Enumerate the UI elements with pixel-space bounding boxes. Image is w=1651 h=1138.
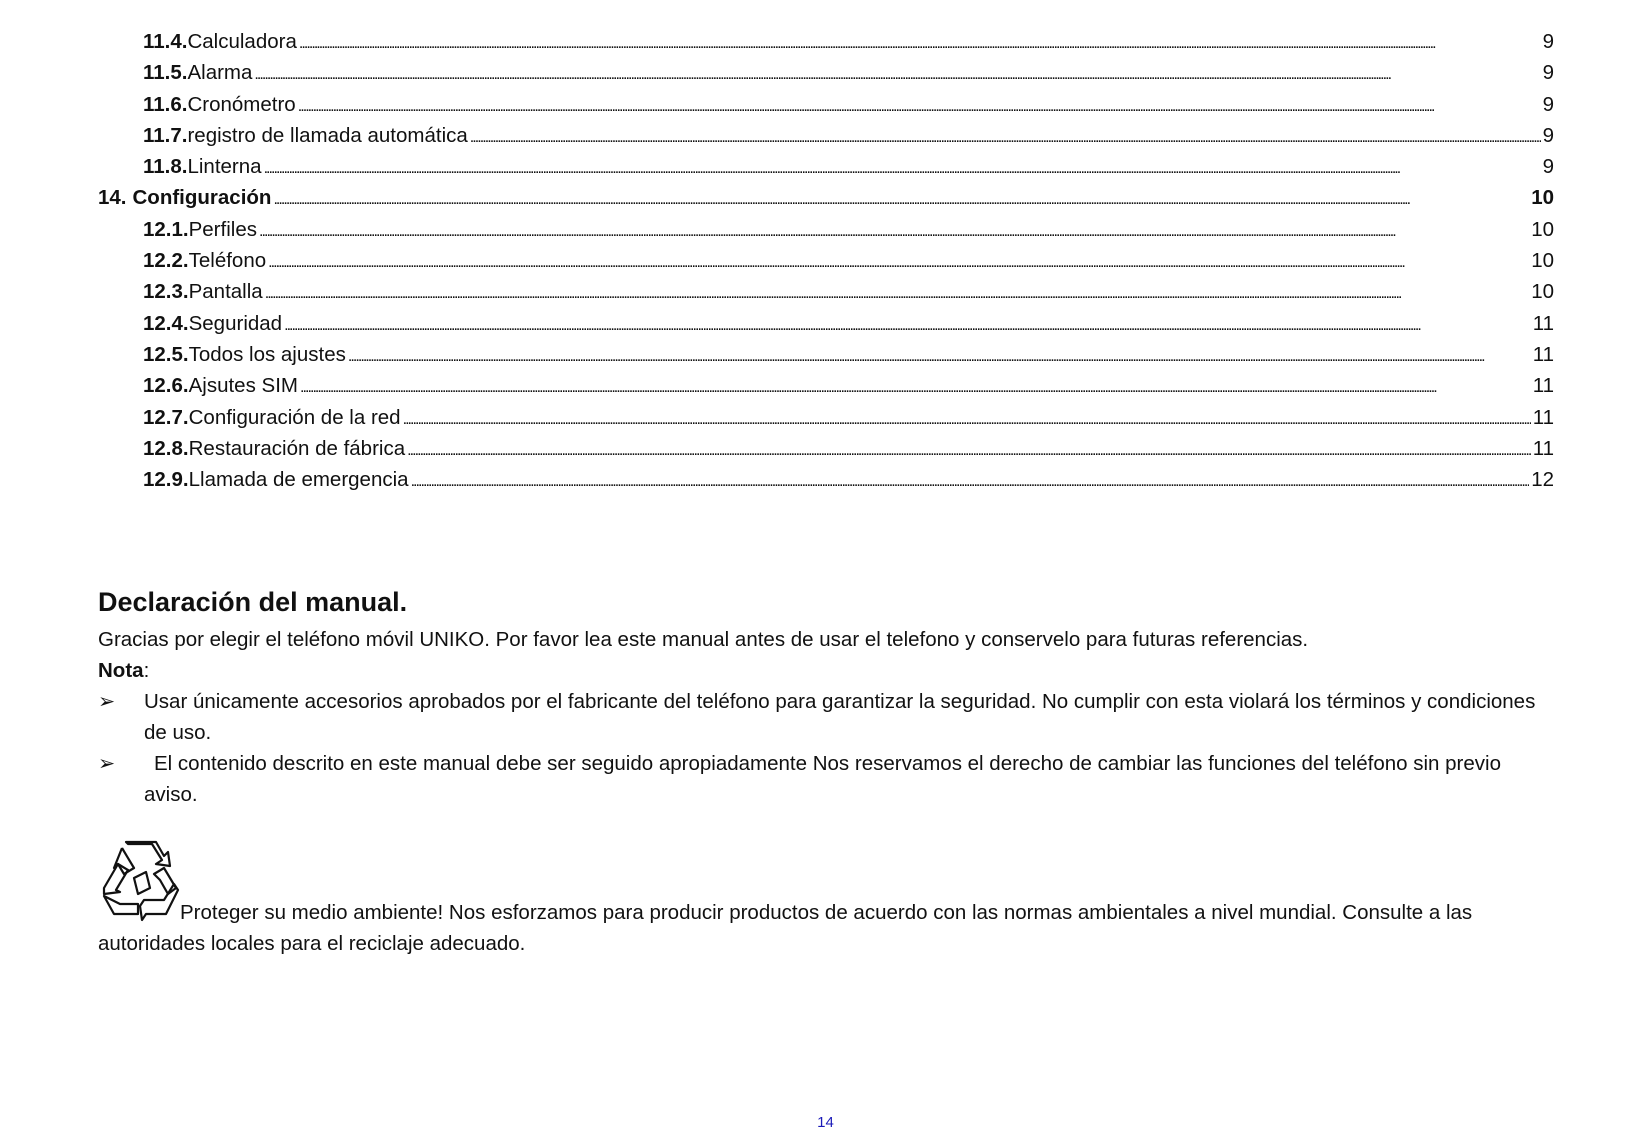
environment-paragraph: Proteger su medio ambiente! Nos esforzamos para producir productos de acuerdo con las normas ambientales a nivel mundial. Consulte a las autoridades locales para el reciclaje adecuado.	[98, 901, 1473, 955]
toc-dot-leader	[299, 30, 1541, 54]
toc-entry	[98, 343, 1554, 374]
toc-entry	[98, 312, 1554, 343]
bullet-text: El contenido descrito en este manual debe ser seguido apropiadamente Nos reservamos el derecho de cambiar las funciones del teléfono sin previo aviso.	[144, 752, 1501, 806]
toc-entry	[98, 30, 1554, 61]
toc-entry-number: 12.7.	[143, 405, 189, 429]
toc-entry-page: 11	[1532, 405, 1554, 429]
toc-entry	[98, 406, 1554, 437]
toc-entry-title: registro de llamada automática	[187, 123, 468, 147]
toc-dot-leader	[254, 61, 1540, 85]
toc-entry-title: Configuración de la red	[188, 405, 401, 429]
arrow-bullet-icon: ➢	[98, 690, 116, 713]
toc-entry-number: 12.2.	[143, 249, 189, 273]
toc-entry	[98, 374, 1554, 405]
arrow-bullet-icon: ➢	[98, 752, 116, 775]
toc-entry	[98, 61, 1554, 92]
toc-entry	[98, 124, 1554, 155]
bullet-item	[98, 686, 1558, 748]
toc-entry-title: Todos los ajustes	[188, 342, 346, 366]
toc-entry-page: 12	[1531, 468, 1554, 492]
toc-entry-title: Restauración de fábrica	[188, 436, 406, 460]
toc-entry-number: 14.	[98, 186, 127, 210]
note-label: Nota	[98, 659, 144, 682]
toc-dot-leader	[265, 280, 1529, 304]
toc-entry-number: 12.4.	[143, 311, 189, 335]
note-colon: :	[143, 659, 150, 682]
toc-entry	[98, 155, 1554, 186]
toc-entry	[98, 186, 1554, 217]
section-heading: Declaración del manual.	[98, 587, 408, 617]
toc-entry-page: 11	[1532, 342, 1554, 366]
toc-entry-title: Linterna	[187, 155, 262, 179]
toc-entry-title: Alarma	[187, 61, 253, 85]
toc-entry	[98, 280, 1554, 311]
toc-entry	[98, 468, 1554, 499]
toc-entry-page: 10	[1531, 249, 1554, 273]
toc-dot-leader	[300, 374, 1531, 398]
toc-entry-title: Perfiles	[188, 217, 257, 241]
toc-dot-leader	[403, 406, 1531, 430]
toc-entry-page: 11	[1532, 311, 1554, 335]
toc-entry-page: 10	[1531, 217, 1554, 241]
toc-dot-leader	[407, 437, 1531, 461]
toc-dot-leader	[470, 124, 1541, 148]
note-label-line	[98, 655, 1558, 686]
page-number: 14	[817, 1114, 834, 1131]
intro-paragraph: Gracias por elegir el teléfono móvil UNIKO. Por favor lea este manual antes de usar el telefono y conservelo para futuras referencias.	[98, 628, 1309, 651]
toc-entry-title: Calculadora	[187, 30, 297, 53]
toc-dot-leader	[298, 93, 1541, 117]
bullet-item	[98, 748, 1558, 810]
table-of-contents	[98, 30, 1554, 499]
toc-entry-page: 11	[1532, 374, 1554, 398]
toc-dot-leader	[264, 155, 1541, 179]
toc-dot-leader	[284, 312, 1531, 336]
toc-entry-number: 11.8.	[143, 155, 188, 179]
toc-entry-number: 12.3.	[143, 280, 189, 304]
toc-entry-number: 11.6.	[143, 92, 188, 116]
toc-entry	[98, 218, 1554, 249]
toc-entry-number: 12.5.	[143, 342, 189, 366]
toc-entry-number: 11.5.	[143, 61, 188, 85]
toc-entry-title: Teléfono	[188, 249, 267, 273]
toc-entry-title: Pantalla	[188, 280, 263, 304]
toc-entry-title: Ajsutes SIM	[188, 374, 298, 398]
toc-entry-number: 12.6.	[143, 374, 189, 398]
toc-dot-leader	[268, 249, 1529, 273]
toc-entry-number: 12.8.	[143, 436, 189, 460]
toc-dot-leader	[273, 186, 1529, 210]
toc-entry-page: 11	[1532, 436, 1554, 460]
toc-entry-title: Configuración	[132, 186, 272, 210]
toc-dot-leader	[411, 468, 1530, 492]
toc-entry-title: Seguridad	[188, 311, 283, 335]
toc-entry-page: 9	[1542, 61, 1554, 85]
toc-entry-number: 11.4.	[143, 30, 188, 53]
toc-entry-page: 9	[1542, 30, 1554, 53]
toc-entry-title: Cronómetro	[187, 92, 296, 116]
toc-entry-number: 12.9.	[143, 468, 189, 492]
toc-entry-page: 9	[1542, 155, 1554, 179]
toc-entry-title: Llamada de emergencia	[188, 468, 409, 492]
toc-entry-page: 9	[1542, 92, 1554, 116]
toc-entry-page: 9	[1542, 123, 1554, 147]
toc-entry	[98, 249, 1554, 280]
toc-entry-page: 10	[1531, 186, 1554, 210]
toc-entry-page: 10	[1531, 280, 1554, 304]
toc-entry	[98, 93, 1554, 124]
toc-entry-number: 12.1.	[143, 217, 189, 241]
toc-entry-number: 11.7.	[143, 123, 188, 147]
toc-entry	[98, 437, 1554, 468]
toc-dot-leader	[259, 218, 1529, 242]
bullet-text: Usar únicamente accesorios aprobados por el fabricante del teléfono para garantizar la seguridad. No cumplir con esta violará los términos y condiciones de uso.	[144, 690, 1536, 744]
toc-dot-leader	[348, 343, 1531, 367]
